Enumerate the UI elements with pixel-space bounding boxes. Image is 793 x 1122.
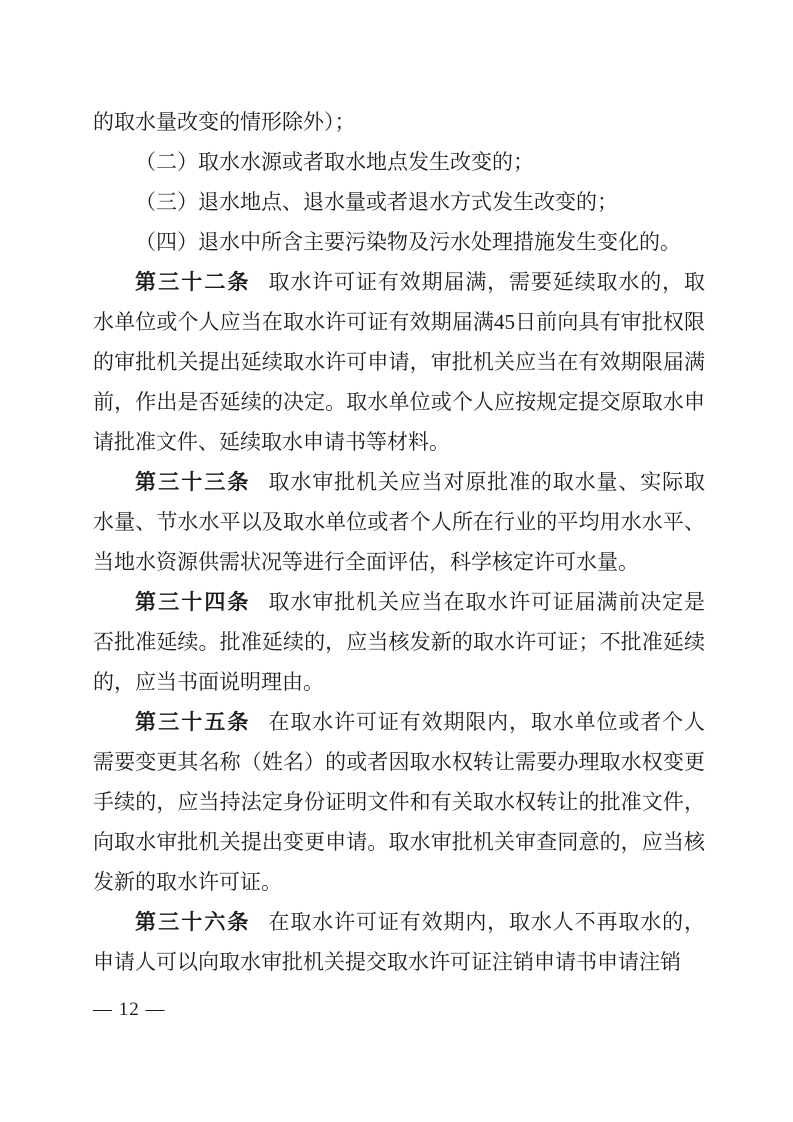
article-35-paragraph <box>93 702 705 902</box>
article-33-number: 第三十三条 <box>135 470 251 494</box>
list-item-2 <box>93 142 705 182</box>
list-item-3 <box>93 182 705 222</box>
article-34-paragraph <box>93 582 705 702</box>
article-33-text: 取水审批机关应当对原批准的取水量、实际取水量、节水水平以及取水单位或者个人所在行业的平均用水水平、当地水资源供需状况等进行全面评估，科学核定许可水量。 <box>93 470 705 574</box>
article-32-paragraph <box>93 262 705 462</box>
article-36-number: 第三十六条 <box>135 910 251 934</box>
paragraph-text: 的取水量改变的情形除外）； <box>93 110 356 134</box>
article-32-number: 第三十二条 <box>135 270 251 294</box>
paragraph-continuation <box>93 102 705 142</box>
list-item-text: （二）取水水源或者取水地点发生改变的； <box>135 150 534 174</box>
document-body <box>93 102 705 982</box>
list-item-4 <box>93 222 705 262</box>
article-33-paragraph <box>93 462 705 582</box>
article-35-text: 在取水许可证有效期限内，取水单位或者个人需要变更其名称（姓名）的或者因取水权转让需要办理取水权变更手续的，应当持法定身份证明文件和有关取水权转让的批准文件，向取水审批机关提出变更申请。取水审批机关审查同意的，应当核发新的取水许可证。 <box>93 710 705 894</box>
page-number: — 12 — <box>93 999 166 1020</box>
article-34-number: 第三十四条 <box>135 590 251 614</box>
article-34-text: 取水审批机关应当在取水许可证届满前决定是否批准延续。批准延续的，应当核发新的取水许可证；不批准延续的，应当书面说明理由。 <box>93 590 705 694</box>
list-item-text: （三）退水地点、退水量或者退水方式发生改变的； <box>135 190 618 214</box>
article-36-text: 在取水许可证有效期内，取水人不再取水的，申请人可以向取水审批机关提交取水许可证注销申请书申请注销 <box>93 910 705 974</box>
article-35-number: 第三十五条 <box>135 710 251 734</box>
article-32-text: 取水许可证有效期届满，需要延续取水的，取水单位或个人应当在取水许可证有效期届满45日前向具有审批权限的审批机关提出延续取水许可申请，审批机关应当在有效期限届满前，作出是否延续的决定。取水单位或个人应按规定提交原取水申请批准文件、延续取水申请书等材料。 <box>93 270 705 454</box>
article-36-paragraph <box>93 902 705 982</box>
list-item-text: （四）退水中所含主要污染物及污水处理措施发生变化的。 <box>135 230 681 254</box>
